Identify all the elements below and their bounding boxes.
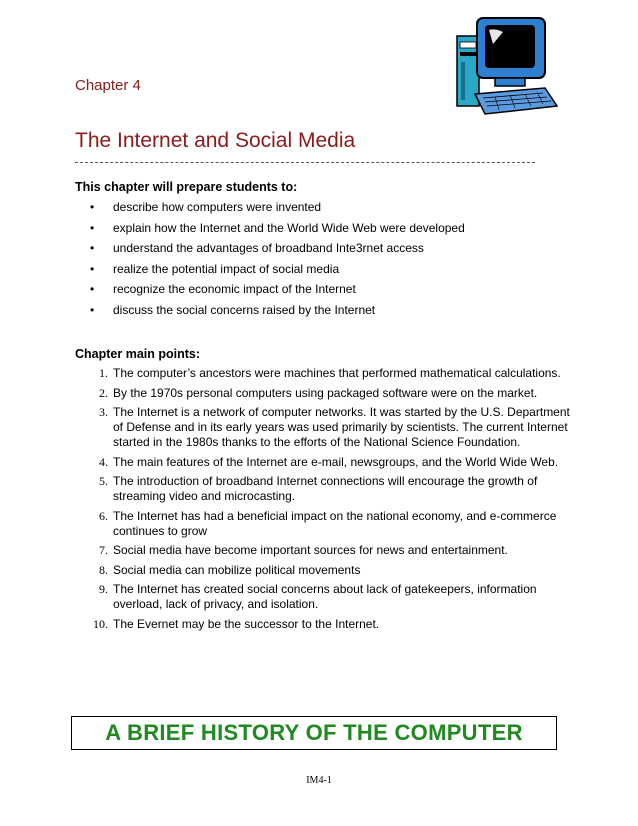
list-item <box>90 282 465 297</box>
chapter-label: Chapter 4 <box>75 77 141 94</box>
item-number: 9. <box>99 582 108 596</box>
list-item <box>80 366 580 381</box>
list-item <box>80 509 580 539</box>
item-number: 6. <box>99 508 108 523</box>
item-number: 5. <box>99 474 108 488</box>
item-number: 8. <box>99 562 108 577</box>
point-text: The Internet has had a beneficial impact on the national economy, and e-commerce continues to grow <box>113 508 557 538</box>
objectives-list <box>90 200 465 323</box>
point-text: The Internet has created social concerns about lack of gatekeepers, information overload, lack of privacy, and isolation. <box>113 582 537 611</box>
list-item <box>80 582 580 612</box>
objective-text: discuss the social concerns raised by the Internet <box>113 302 376 317</box>
bullet-icon: • <box>90 220 95 235</box>
section-banner-title: A BRIEF HISTORY OF THE COMPUTER <box>105 720 523 745</box>
bullet-icon: • <box>90 241 95 255</box>
title-divider <box>75 162 535 163</box>
list-item <box>80 386 580 401</box>
bullet-icon: • <box>90 261 95 276</box>
list-item <box>90 221 465 236</box>
main-points-list <box>80 366 580 636</box>
item-number: 4. <box>99 454 108 469</box>
objectives-heading: This chapter will prepare students to: <box>75 180 298 194</box>
item-number: 3. <box>99 405 108 419</box>
list-item <box>80 474 580 504</box>
objective-text: realize the potential impact of social media <box>113 261 340 276</box>
page-number: IM4-1 <box>306 775 332 786</box>
chapter-title: The Internet and Social Media <box>75 129 356 152</box>
point-text: The Evernet may be the successor to the Internet. <box>113 616 380 631</box>
bullet-icon: • <box>90 282 95 296</box>
item-number: 10. <box>93 616 108 631</box>
objective-text: describe how computers were invented <box>113 200 322 214</box>
list-item <box>90 303 465 318</box>
point-text: The main features of the Internet are e-mail, newsgroups, and the World Wide Web. <box>113 454 559 469</box>
item-number: 2. <box>99 385 108 400</box>
list-item <box>90 262 465 277</box>
list-item <box>80 543 580 558</box>
objective-text: recognize the economic impact of the Internet <box>113 282 356 296</box>
computer-monitor-keyboard-icon <box>455 14 560 119</box>
section-banner <box>71 716 557 750</box>
objective-text: explain how the Internet and the World Wide Web were developed <box>113 220 465 235</box>
list-item <box>80 455 580 470</box>
main-points-heading: Chapter main points: <box>75 347 201 361</box>
objective-text: understand the advantages of broadband Inte3rnet access <box>113 241 424 255</box>
point-text: Social media can mobilize political movements <box>113 562 361 577</box>
point-text: The computer’s ancestors were machines that performed mathematical calculations. <box>113 366 561 380</box>
point-text: By the 1970s personal computers using packaged software were on the market. <box>113 385 538 400</box>
item-number: 1. <box>99 366 108 380</box>
bullet-icon: • <box>90 302 95 317</box>
item-number: 7. <box>99 543 108 557</box>
point-text: Social media have become important sources for news and entertainment. <box>113 543 508 557</box>
list-item <box>90 200 465 215</box>
list-item <box>80 405 580 450</box>
list-item <box>80 563 580 578</box>
list-item <box>90 241 465 256</box>
list-item <box>80 617 580 632</box>
bullet-icon: • <box>90 200 95 214</box>
point-text: The Internet is a network of computer networks. It was started by the U.S. Department of Defense and in its early years was used primarily by scientists. The current Internet started in the 1980s thanks to the efforts of the National Science Foundation. <box>113 405 570 449</box>
point-text: The introduction of broadband Internet connections will encourage the growth of streaming video and microcasting. <box>113 474 538 503</box>
